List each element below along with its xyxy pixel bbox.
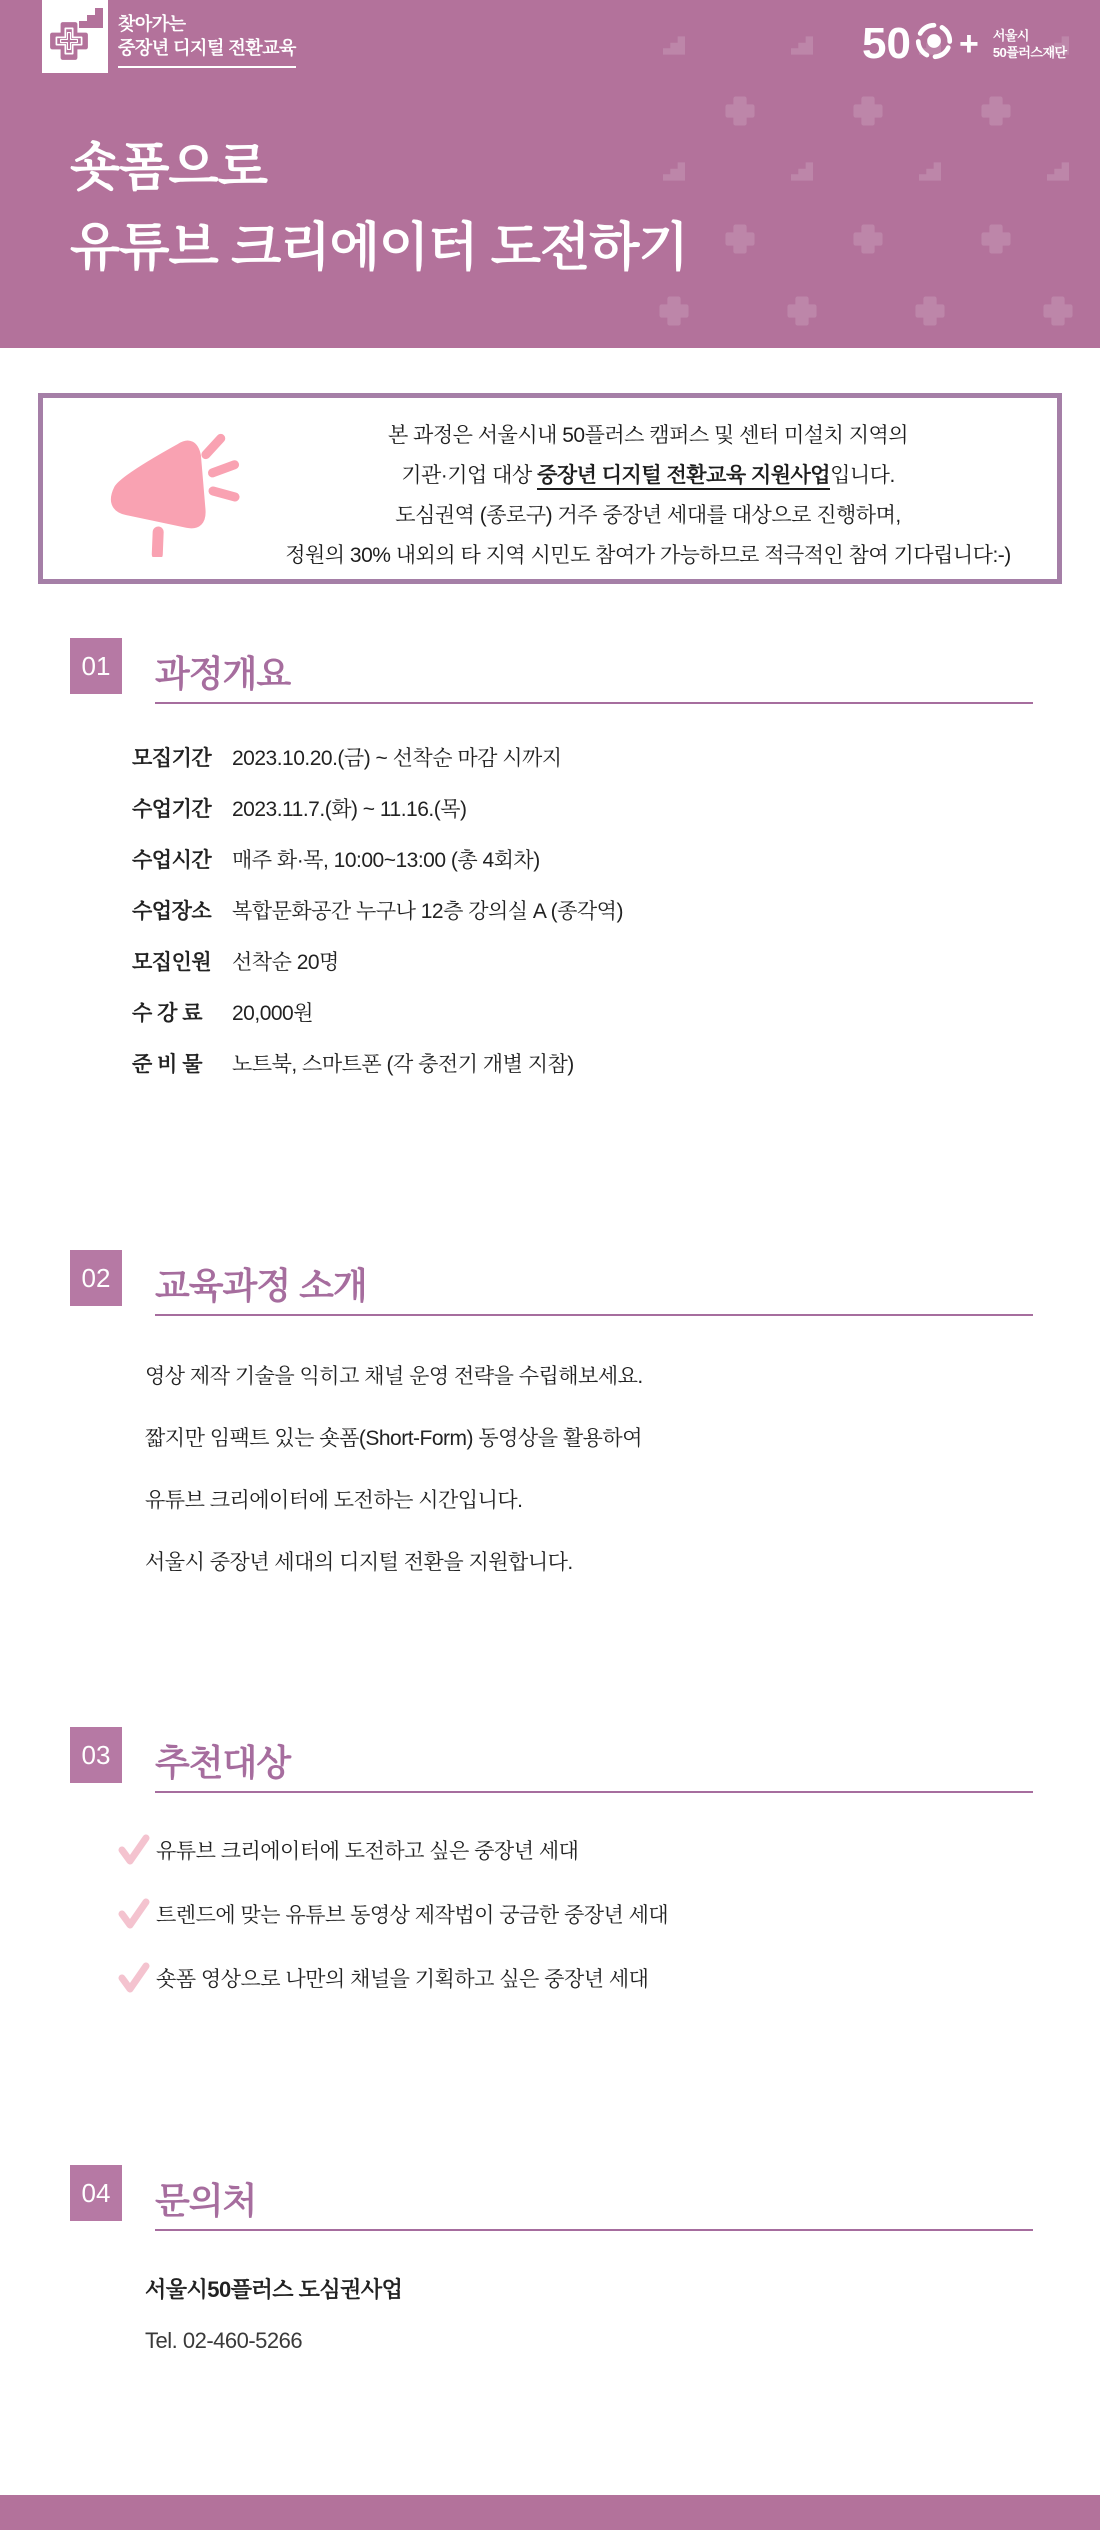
megaphone-icon [95, 432, 245, 562]
plus-pattern-icon [659, 296, 689, 331]
plus-pattern-icon [725, 96, 755, 131]
section-title: 과정개요 [155, 653, 291, 694]
check-icon [116, 1833, 150, 1876]
section-title-underline [155, 1314, 1033, 1316]
notice-line3: 도심권역 (종로구) 거주 중장년 세대를 대상으로 진행하며, [395, 504, 901, 527]
section-course-overview [0, 638, 1100, 1158]
brand-org-line2: 50플러스재단 [992, 44, 1067, 60]
overview-row [132, 997, 623, 1031]
stairs-pattern-icon [919, 162, 941, 186]
section-number-badge: 01 [70, 638, 122, 694]
course-intro-line: 유튜브 크리에이터에 도전하는 시간입니다. [145, 1489, 523, 1512]
section-contact [0, 2165, 1100, 2425]
recommend-item [120, 1837, 668, 1867]
overview-value: 선착순 20명 [232, 951, 339, 974]
brand-plus: + [958, 24, 979, 63]
overview-label: 수업장소 [132, 900, 212, 923]
overview-label: 모집기간 [132, 747, 212, 770]
hero-header [0, 0, 1100, 348]
overview-row [132, 1048, 623, 1082]
notice-line1: 본 과정은 서울시내 50플러스 캠퍼스 및 센터 미설치 지역의 [387, 424, 909, 447]
overview-value: 노트북, 스마트폰 (각 충전기 개별 지참) [232, 1053, 574, 1076]
recommend-item [120, 1901, 668, 1931]
brand-number: 50 [862, 18, 911, 68]
section-title: 교육과정 소개 [155, 1265, 367, 1306]
section-recommended-audience [0, 1727, 1100, 2087]
brand-org-line1: 서울시 [992, 27, 1029, 43]
plus-pattern-icon [787, 296, 817, 331]
contact-org: 서울시50플러스 도심권사업 [145, 2277, 403, 2302]
stairs-pattern-icon [1047, 162, 1069, 186]
plus-pattern-icon [1043, 296, 1073, 331]
recommend-items [120, 1837, 668, 2029]
program-label-line2: 중장년 디지털 전환교육 [118, 38, 296, 58]
notice-line2-suffix: 입니다. [830, 464, 895, 487]
overview-label: 수업시간 [132, 849, 212, 872]
recommend-item [120, 1965, 668, 1995]
section-number-badge: 04 [70, 2165, 122, 2221]
plus-pattern-icon [915, 296, 945, 331]
poster-title-line2: 유튜브 크리에이터 도전하기 [70, 219, 688, 277]
notice-line2-prefix: 기관·기업 대상 [401, 464, 538, 487]
section-course-intro [0, 1250, 1100, 1670]
section-title-underline [155, 2229, 1033, 2231]
plus-pattern-icon [981, 224, 1011, 259]
overview-value: 복합문화공간 누구나 12층 강의실 A (종각역) [232, 900, 623, 923]
contact-tel: Tel. 02-460-5266 [145, 2328, 303, 2353]
course-intro-lines [145, 1362, 643, 1610]
course-intro-line: 서울시 중장년 세대의 디지털 전환을 지원합니다. [145, 1551, 573, 1574]
overview-value: 2023.10.20.(금) ~ 선착순 마감 시까지 [232, 747, 562, 770]
poster-title [70, 128, 688, 288]
notice-text [255, 416, 1041, 576]
overview-row [132, 946, 623, 980]
stairs-icon [79, 8, 103, 33]
overview-label: 수 강 료 [132, 1002, 203, 1025]
program-label [118, 12, 296, 68]
contact-info [145, 2273, 402, 2354]
course-intro-line: 영상 제작 기술을 익히고 채널 운영 전략을 수립해보세요. [145, 1365, 643, 1388]
footer-bar [0, 2495, 1100, 2530]
check-icon [116, 1897, 150, 1940]
overview-label: 모집인원 [132, 951, 212, 974]
section-title: 추천대상 [155, 1742, 291, 1783]
overview-value: 20,000원 [232, 1002, 314, 1025]
notice-line2 [255, 456, 1041, 496]
notice-box [38, 393, 1062, 584]
brand-org-name [993, 27, 1067, 61]
stairs-pattern-icon [791, 162, 813, 186]
plus-pattern-icon [981, 96, 1011, 131]
overview-row [132, 844, 623, 878]
stairs-pattern-icon [791, 36, 813, 60]
dashed-circle-icon [913, 20, 955, 67]
overview-rows [132, 742, 623, 1099]
plus-pattern-icon [853, 96, 883, 131]
overview-label: 준 비 물 [132, 1053, 203, 1076]
seoul-50plus-logo [862, 20, 1067, 67]
overview-value: 매주 화·목, 10:00~13:00 (총 4회차) [232, 849, 540, 872]
overview-row [132, 895, 623, 929]
recommend-item-text: 유튜브 크리에이터에 도전하고 싶은 중장년 세대 [156, 1840, 579, 1863]
section-title-underline [155, 1791, 1033, 1793]
section-title-underline [155, 702, 1033, 704]
poster-title-line1: 숏폼으로 [70, 139, 267, 197]
section-number-badge: 03 [70, 1727, 122, 1783]
overview-value: 2023.11.7.(화) ~ 11.16.(목) [232, 798, 467, 821]
plus-pattern-icon [853, 224, 883, 259]
overview-row [132, 793, 623, 827]
course-intro-line: 짧지만 임팩트 있는 숏폼(Short-Form) 동영상을 활용하여 [145, 1427, 642, 1450]
plus-pattern-icon [725, 224, 755, 259]
notice-line2-emphasis: 중장년 디지털 전환교육 지원사업 [537, 464, 830, 490]
notice-line4: 정원의 30% 내외의 타 지역 시민도 참여가 가능하므로 적극적인 참여 기다립니다:-) [285, 544, 1011, 567]
program-label-line1: 찾아가는 [118, 14, 186, 34]
check-icon [116, 1961, 150, 2004]
overview-label: 수업기간 [132, 798, 212, 821]
program-logo-box [42, 0, 108, 73]
section-number-badge: 02 [70, 1250, 122, 1306]
section-title: 문의처 [155, 2180, 257, 2221]
overview-row [132, 742, 623, 776]
recommend-item-text: 트렌드에 맞는 유튜브 동영상 제작법이 궁금한 중장년 세대 [156, 1904, 669, 1927]
recommend-item-text: 숏폼 영상으로 나만의 채널을 기획하고 싶은 중장년 세대 [156, 1968, 649, 1991]
stairs-pattern-icon [663, 36, 685, 60]
